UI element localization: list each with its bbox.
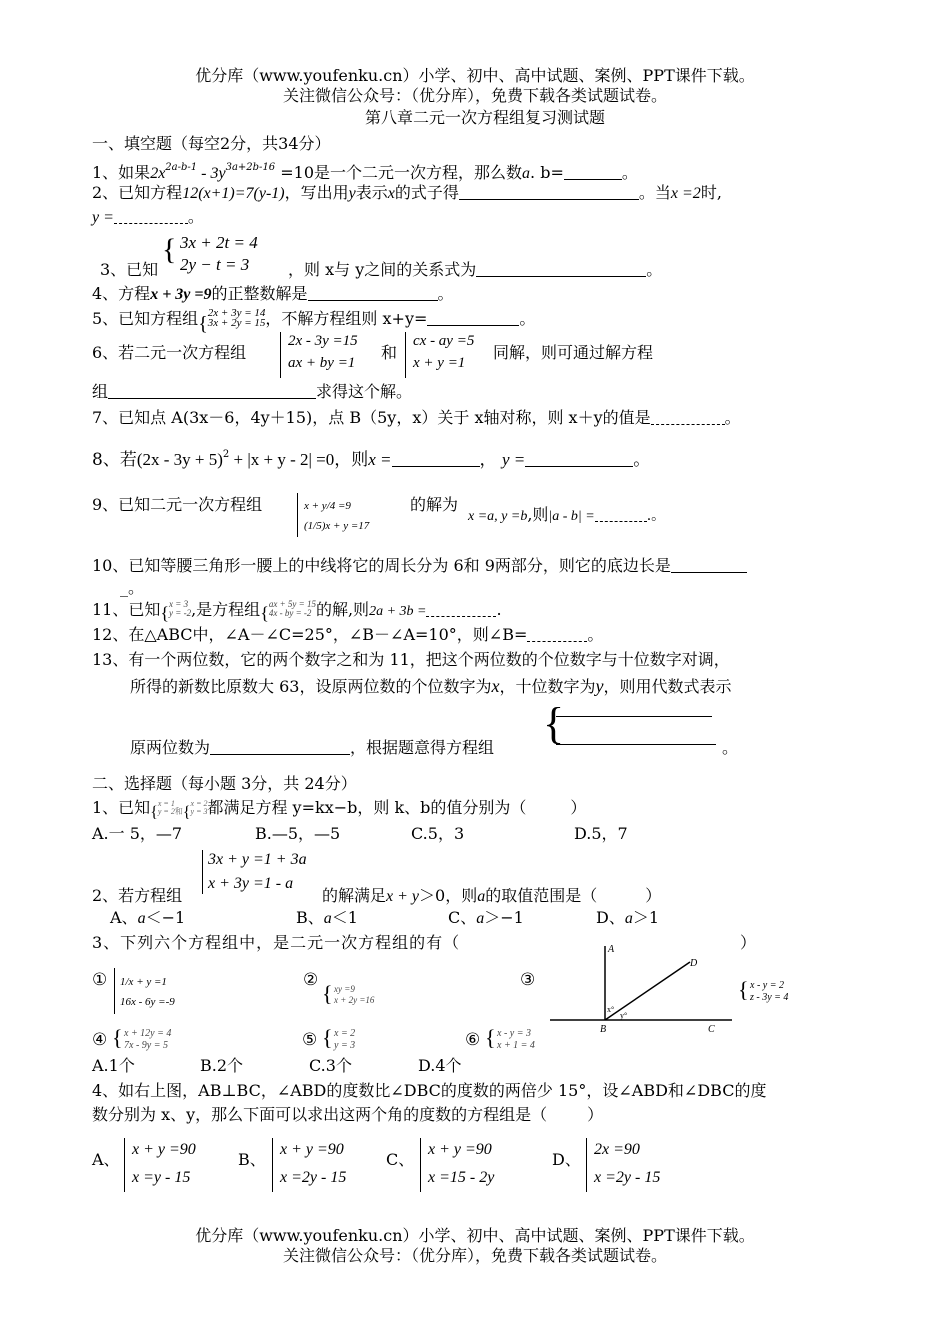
s2q4-b-line1: x + y =90 — [280, 1141, 344, 1158]
q11-text-c: 的解,则 — [315, 600, 370, 619]
label-x-angle: x° — [607, 1005, 615, 1014]
q2-line2-end: 。 — [187, 207, 204, 226]
s2q1-option-d[interactable]: D.5，7 — [574, 824, 628, 843]
s2q4-option-b-label[interactable]: B、 — [238, 1150, 266, 1169]
q5-end: 。 — [519, 309, 536, 328]
q5-text-a: 5、已知方程组 — [92, 309, 199, 328]
q2-text-e: 。当 — [638, 183, 671, 202]
q11-sys2-line2: 4x - by = -2 — [268, 608, 312, 618]
angle-figure — [550, 940, 740, 1035]
s2q2-opt-c-label: C、 — [448, 908, 477, 927]
fill-q2-line2 — [92, 207, 204, 228]
s2q2-option-c[interactable] — [448, 908, 524, 929]
s2q3-sys2-line2: x + 2y =16 — [334, 995, 375, 1005]
q13-text-e: ，根据题意得方程组 — [350, 738, 495, 757]
s2q4-d-line2: x =2y - 15 — [594, 1169, 661, 1186]
s2q4-b-line2: x =2y - 15 — [280, 1169, 347, 1186]
s2q3-system-3 — [750, 980, 788, 1004]
s2q3-system-1 — [120, 972, 175, 1012]
q11-sys2-line1: ax + 5y = 15 — [268, 599, 316, 609]
s2q2-text-b: 的解满足 — [322, 886, 387, 905]
s2q3-label-3: ③ — [520, 970, 536, 990]
fill-q9-label: 9、已知二元一次方程组 — [92, 495, 263, 514]
fill-q12 — [92, 625, 603, 645]
fill-q5 — [92, 307, 536, 335]
s2q2-option-a[interactable] — [110, 908, 185, 929]
q9-abs: |a - b| = — [548, 509, 595, 524]
q4-text-b: 的正整数解是 — [211, 284, 308, 303]
s2q1-sys1-line2: y = 2 — [157, 807, 175, 816]
q6-line2-b: 求得这个解。 — [316, 382, 413, 401]
s2q4-option-d-label[interactable]: D、 — [552, 1150, 581, 1169]
s2q4-c-bar — [420, 1138, 421, 1192]
q3-text-b: ，则 x与 y之间的关系式为 — [288, 260, 477, 279]
label-d: D — [690, 958, 698, 969]
q1-expr: 2x — [150, 165, 166, 182]
s2q4-text: 数分别为 x、y，那么下面可以求出这两个角的度数的方程组是（ — [92, 1105, 548, 1124]
choice-q2 — [322, 886, 661, 907]
s2q4-a-bar — [124, 1138, 125, 1192]
s2q3-sys6-line2: x + 1 = 4 — [497, 1040, 535, 1051]
q3-system — [180, 232, 258, 276]
q1-answer-blank[interactable] — [564, 163, 622, 180]
q10-text: 10、已知等腰三角形一腰上的中线将它的周长分为 6和 9两部分，则它的底边长是 — [92, 556, 671, 575]
section1-heading: 一、填空题（每空2分，共34分） — [92, 134, 331, 153]
q4-text-a: 4、方程 — [92, 284, 151, 303]
s2q4-end: ） — [587, 1105, 604, 1124]
s2q3-option-a[interactable]: A.1个 — [92, 1056, 135, 1075]
q2-cond: x =2 — [670, 185, 701, 202]
footer-line-1: 优分库（www.youfenku.cn）小学、初中、高中试题、案例、PPT课件下载。 — [195, 1226, 755, 1245]
s2q4-line1: 4、如右上图，AB⊥BC，∠ABD的度数比∠DBC的度数的两倍少 15°，设∠ABD和∠DBC的度 — [92, 1081, 767, 1100]
s2q3-sys2-line1: xy =9 — [334, 984, 355, 994]
q1-text-b: =10是一个二元一次方程，那么数 — [275, 163, 523, 182]
q6-and: 和 — [381, 343, 398, 362]
s2q1-systems: {x = 1 y = 2和{x = 2 y = 3 — [150, 799, 208, 821]
s2q3-sys4-brace: { — [112, 1025, 123, 1050]
fill-q6-line2 — [92, 382, 412, 402]
q6-answer-blank[interactable] — [108, 382, 316, 399]
s2q2-text-c: ＞0，则 — [419, 886, 478, 905]
q3-end: 。 — [646, 260, 663, 279]
s2q3-label-2: ② — [303, 970, 319, 990]
q7-end: 。 — [724, 408, 741, 427]
s2q3-option-c[interactable]: C.3个 — [309, 1056, 352, 1075]
q1-text-d: . b= — [530, 163, 564, 182]
q4-end: 。 — [437, 284, 454, 303]
q5-sys-line1: 2x + 3y = 14 — [207, 307, 266, 319]
q11-answer-blank[interactable] — [426, 600, 496, 617]
q7-text: 7、已知点 A(3x－6，4y＋15)，点 B（5y，x）关于 x轴对称，则 x＋y的值是 — [92, 408, 651, 427]
q3-sys-line2: 2y − t = 3 — [180, 255, 250, 274]
s2q3-sys1-line1: 1/x + y =1 — [120, 976, 167, 988]
s2q1-option-b[interactable]: B.—5，—5 — [255, 824, 341, 843]
q6-sys2-line2: x + y =1 — [413, 355, 466, 371]
q8-y-eq: y = — [501, 450, 526, 469]
q11-text-b: ,是方程组 — [191, 600, 261, 619]
s2q3-option-b[interactable]: B.2个 — [200, 1056, 244, 1075]
s2q2-system-bar — [202, 850, 203, 894]
q5-answer-blank[interactable] — [427, 309, 519, 326]
q3-answer-blank[interactable] — [476, 260, 646, 277]
q8-expr: (2x - 3y + 5) — [136, 450, 223, 469]
q9-system — [304, 496, 369, 536]
s2q2-cond: x + y — [386, 888, 420, 905]
s2q4-c-line1: x + y =90 — [428, 1141, 492, 1158]
q1-var-a: a — [522, 165, 531, 182]
s2q3-sys3-line1: x - y = 2 — [750, 980, 784, 991]
q3-text-a: 3、已知 — [100, 260, 159, 279]
s2q3-option-d[interactable]: D.4个 — [418, 1056, 462, 1075]
fill-q9-tail — [410, 495, 458, 515]
s2q1-text-c: ） — [570, 798, 587, 817]
s2q2-text-d: 的取值范围是（ — [485, 886, 598, 905]
s2q2-opt-d-value: ＞1 — [632, 908, 660, 927]
q12-text: 12、在△ABC中，∠A－∠C=25°，∠B－∠A=10°，则∠B= — [92, 625, 528, 644]
q9-answer-blank[interactable] — [595, 505, 647, 522]
s2q3-sys3-brace: { — [738, 977, 749, 1002]
q11-expr: 2a + 3b = — [369, 604, 427, 619]
fill-q8 — [92, 443, 650, 472]
s2q2-opt-c-value: ＞−1 — [484, 908, 524, 927]
s2q2-sys-line2: x + 3y =1 - a — [208, 875, 294, 892]
q6-system1-bar — [280, 332, 281, 378]
s2q3-label-5: ⑤ — [302, 1030, 318, 1050]
page-title: 第八章二元一次方程组复习测试题 — [364, 108, 605, 127]
q13-text-a: 所得的新数比原数大 63，设原两位数的个位数字为 — [130, 677, 492, 696]
q6-sys2-line1: cx - ay =5 — [413, 333, 475, 349]
q10-answer-blank[interactable] — [671, 556, 747, 573]
q1-exp2: 3a+2b-16 — [225, 162, 276, 173]
q2-var-y: y — [348, 185, 356, 202]
s2q2-system — [208, 848, 307, 896]
s2q3-text-a: 3、下列六个方程组中，是二元一次方程组的有（ — [92, 933, 461, 952]
s2q2-opt-c-var: a — [476, 910, 485, 927]
q10-end: _。 — [120, 578, 145, 597]
q13-brace: { — [543, 699, 565, 748]
footer-line-2: 关注微信公众号：（优分库），免费下载各类试题试卷。 — [282, 1246, 667, 1265]
s2q2-var-a: a — [477, 888, 486, 905]
s2q2-option-d[interactable] — [596, 908, 659, 929]
q8-text-b: ，则 — [334, 450, 369, 470]
section2-heading: 二、选择题（每小题 3分，共 24分） — [92, 774, 357, 793]
s2q3-sys3-line2: z - 3y = 4 — [750, 992, 789, 1003]
s2q3-sys5-line2: y = 3 — [334, 1040, 356, 1051]
q11-system2: {ax + 5y = 15 4x - by = -2 — [260, 599, 316, 623]
q2-text-c: 表示 — [355, 183, 388, 202]
q2-var-x: x — [387, 185, 395, 202]
q8-expr2: + |x + y - 2| =0 — [229, 450, 335, 469]
q6-system2 — [413, 330, 474, 374]
header-line-2: 关注微信公众号：（优分库），免费下载各类试题试卷。 — [282, 86, 667, 105]
q9-text-b: 的解为 — [410, 495, 459, 514]
q8-y-blank[interactable] — [525, 450, 633, 467]
q2-expr: 12(x+1)=7(y-1) — [182, 185, 285, 202]
q11-end: . — [496, 600, 502, 619]
s2q2-opt-a-label: A、 — [110, 908, 138, 927]
q2-y-eq: y = — [92, 209, 114, 226]
q11-sys1-line2: y = -2 — [169, 608, 192, 618]
fill-q11 — [92, 600, 502, 622]
s2q1-sys2-line2: y = 3 — [190, 807, 208, 816]
q2-text-d: 的式子得 — [394, 183, 459, 202]
s2q3-text-b: ） — [740, 933, 757, 952]
q1-end: 。 — [621, 163, 638, 182]
q5-sys-line2: 3x + 2y = 15 — [207, 317, 266, 329]
q2-text-a: 2、已知方程 — [92, 183, 183, 202]
s2q1-option-a[interactable]: A.一 5，—7 — [92, 824, 183, 843]
s2q2-opt-b-value: ＜1 — [331, 908, 358, 927]
q13-end: 。 — [722, 738, 739, 757]
label-b: B — [600, 1024, 607, 1035]
line-bd — [605, 962, 690, 1020]
s2q4-line2 — [92, 1105, 603, 1125]
s2q3-sys1-bar — [114, 968, 115, 1014]
q13-eq2-blank[interactable] — [556, 728, 716, 745]
s2q2-opt-b-label: B、 — [296, 908, 324, 927]
q4-expr: x + 3y =9 — [150, 286, 212, 303]
s2q1-and: 和 — [174, 807, 183, 816]
q3-sys-line1: 3x + 2t = 4 — [180, 233, 258, 252]
s2q4-option-c[interactable] — [428, 1136, 494, 1192]
s2q4-option-c-label[interactable]: C、 — [386, 1150, 415, 1169]
q9-end: .。 — [646, 508, 666, 524]
s2q3-sys5-brace: { — [322, 1025, 333, 1050]
q9-sys-line1: x + y/4 =9 — [304, 500, 351, 512]
s2q2-label: 2、若方程组 — [92, 886, 183, 905]
s2q2-option-b[interactable] — [296, 908, 358, 929]
q8-square: 2 — [222, 449, 230, 460]
q9-text-c: ,则 — [527, 505, 549, 524]
s2q3-sys4-line1: x + 12y = 4 — [124, 1028, 172, 1039]
label-y-angle: y° — [620, 1011, 628, 1020]
q2-text-b: ，写出用 — [284, 183, 349, 202]
q6-system2-bar — [405, 332, 406, 378]
s2q2-sys-line1: 3x + y =1 + 3a — [208, 851, 307, 868]
s2q3-sys5-line1: x = 2 — [334, 1028, 356, 1039]
s2q1-text-a: 1、已知 — [92, 798, 151, 817]
s2q3-sys1-line2: 16x - 6y =-9 — [120, 996, 175, 1008]
q13-line2 — [130, 676, 731, 697]
q12-answer-blank[interactable] — [527, 625, 587, 642]
q8-x-blank[interactable] — [392, 450, 480, 467]
s2q3-system-4 — [124, 1028, 171, 1052]
q2-text-f: 时, — [700, 183, 722, 202]
s2q4-option-b[interactable] — [280, 1136, 346, 1192]
q13-line3 — [130, 738, 494, 758]
fill-q1 — [92, 158, 638, 184]
q13-eq1-blank[interactable] — [556, 700, 712, 717]
s2q1-sys1-line1: x = 1 — [157, 799, 175, 808]
label-c: C — [708, 1024, 715, 1035]
fill-q2 — [92, 183, 722, 204]
s2q3-system-2 — [334, 984, 374, 1006]
q11-sys1-line1: x = 3 — [169, 599, 189, 609]
q12-end: 。 — [587, 625, 604, 644]
s2q2-opt-a-value: ＜−1 — [145, 908, 186, 927]
s2q3-label-1: ① — [92, 970, 108, 990]
fill-q10 — [92, 556, 747, 576]
fill-q6-label: 6、若二元一次方程组 — [92, 343, 247, 362]
q13-var-x: x — [491, 676, 500, 696]
s2q3-sys4-line2: 7x - 9y = 5 — [124, 1040, 168, 1051]
q8-text-c: ， — [479, 450, 497, 470]
q5-text-b: ，不解方程组则 x+y= — [265, 309, 428, 328]
q4-answer-blank[interactable] — [308, 284, 438, 301]
q6-sys1-line2: ax + by =1 — [288, 355, 356, 371]
q8-end: 。 — [633, 450, 651, 470]
q8-text-a: 8、若 — [92, 450, 137, 470]
q3-brace: { — [162, 233, 177, 266]
fill-q3-tail — [288, 260, 662, 280]
q7-answer-blank[interactable] — [651, 408, 725, 425]
s2q4-option-a[interactable] — [132, 1136, 196, 1192]
s2q4-c-line2: x =15 - 2y — [428, 1169, 495, 1186]
s2q4-option-a-label[interactable]: A、 — [92, 1150, 120, 1169]
fill-q9-tail2 — [468, 505, 665, 527]
s2q3-sys6-line1: x - y = 3 — [497, 1028, 531, 1039]
s2q1-text-b: 都满足方程 y=kx−b，则 k、b的值分别为（ — [207, 798, 527, 817]
s2q1-sys2-line1: x = 2 — [190, 799, 208, 808]
s2q3-sys6-brace: { — [485, 1025, 496, 1050]
q13-text-b: ，十位数字为 — [499, 677, 596, 696]
q11-system1: {x = 3 y = -2 — [160, 599, 192, 623]
q5-system: {2x + 3y = 14 3x + 2y = 15 — [198, 307, 266, 335]
s2q3-sys2-brace: { — [322, 981, 333, 1006]
s2q2-opt-a-var: a — [137, 910, 146, 927]
s2q3-label-4: ④ — [92, 1030, 108, 1050]
s2q2-opt-d-label: D、 — [596, 908, 625, 927]
label-a: A — [608, 944, 615, 955]
header-line-1: 优分库（www.youfenku.cn）小学、初中、高中试题、案例、PPT课件下载。 — [195, 66, 755, 85]
q13-text-c: ，则用代数式表示 — [603, 677, 732, 696]
q8-x-eq: x = — [368, 450, 392, 469]
q6-text-b: 同解，则可通过解方程 — [493, 343, 654, 362]
s2q4-option-d[interactable] — [594, 1136, 660, 1192]
q2-y-blank[interactable] — [114, 207, 188, 224]
s2q1-option-c[interactable]: C.5，3 — [411, 824, 465, 843]
q6-system1 — [288, 330, 358, 374]
s2q4-a-line2: x =y - 15 — [132, 1169, 191, 1186]
s2q3-label-6: ⑥ — [465, 1030, 481, 1050]
choice-q1 — [92, 798, 587, 821]
q1-text-a: 1、如果 — [92, 163, 151, 182]
s2q3-system-5 — [334, 1028, 355, 1052]
q13-line1: 13、有一个两位数，它的两个数字之和为 11，把这个两位数的个位数字与十位数字对调， — [92, 650, 730, 669]
fill-q4 — [92, 284, 454, 305]
q2-answer-blank[interactable] — [459, 183, 639, 200]
fill-q7 — [92, 408, 741, 428]
s2q2-opt-b-var: a — [323, 910, 332, 927]
q11-text-a: 11、已知 — [92, 600, 161, 619]
q13-number-blank[interactable] — [210, 738, 350, 755]
s2q4-a-line1: x + y =90 — [132, 1141, 196, 1158]
s2q4-d-bar — [586, 1138, 587, 1192]
s2q3-system-6 — [497, 1028, 535, 1052]
q9-sys-line2: (1/5)x + y =17 — [304, 520, 370, 532]
q9-solution: x =a, y =b — [468, 509, 528, 524]
s2q2-text-e: ） — [645, 886, 662, 905]
q6-sys1-line1: 2x - 3y =15 — [288, 333, 358, 349]
s2q4-d-line1: 2x =90 — [594, 1141, 640, 1158]
q6-line2-a: 组 — [92, 382, 109, 401]
s2q2-opt-d-var: a — [624, 910, 633, 927]
q1-exp1: 2a-b-1 — [165, 162, 198, 173]
fill-q3 — [100, 260, 158, 280]
q9-system-bar — [297, 493, 298, 537]
q13-var-y: y — [595, 676, 604, 696]
q1-mid: - 3y — [197, 165, 226, 182]
q13-text-d: 原两位数为 — [130, 738, 211, 757]
s2q4-b-bar — [272, 1138, 273, 1192]
